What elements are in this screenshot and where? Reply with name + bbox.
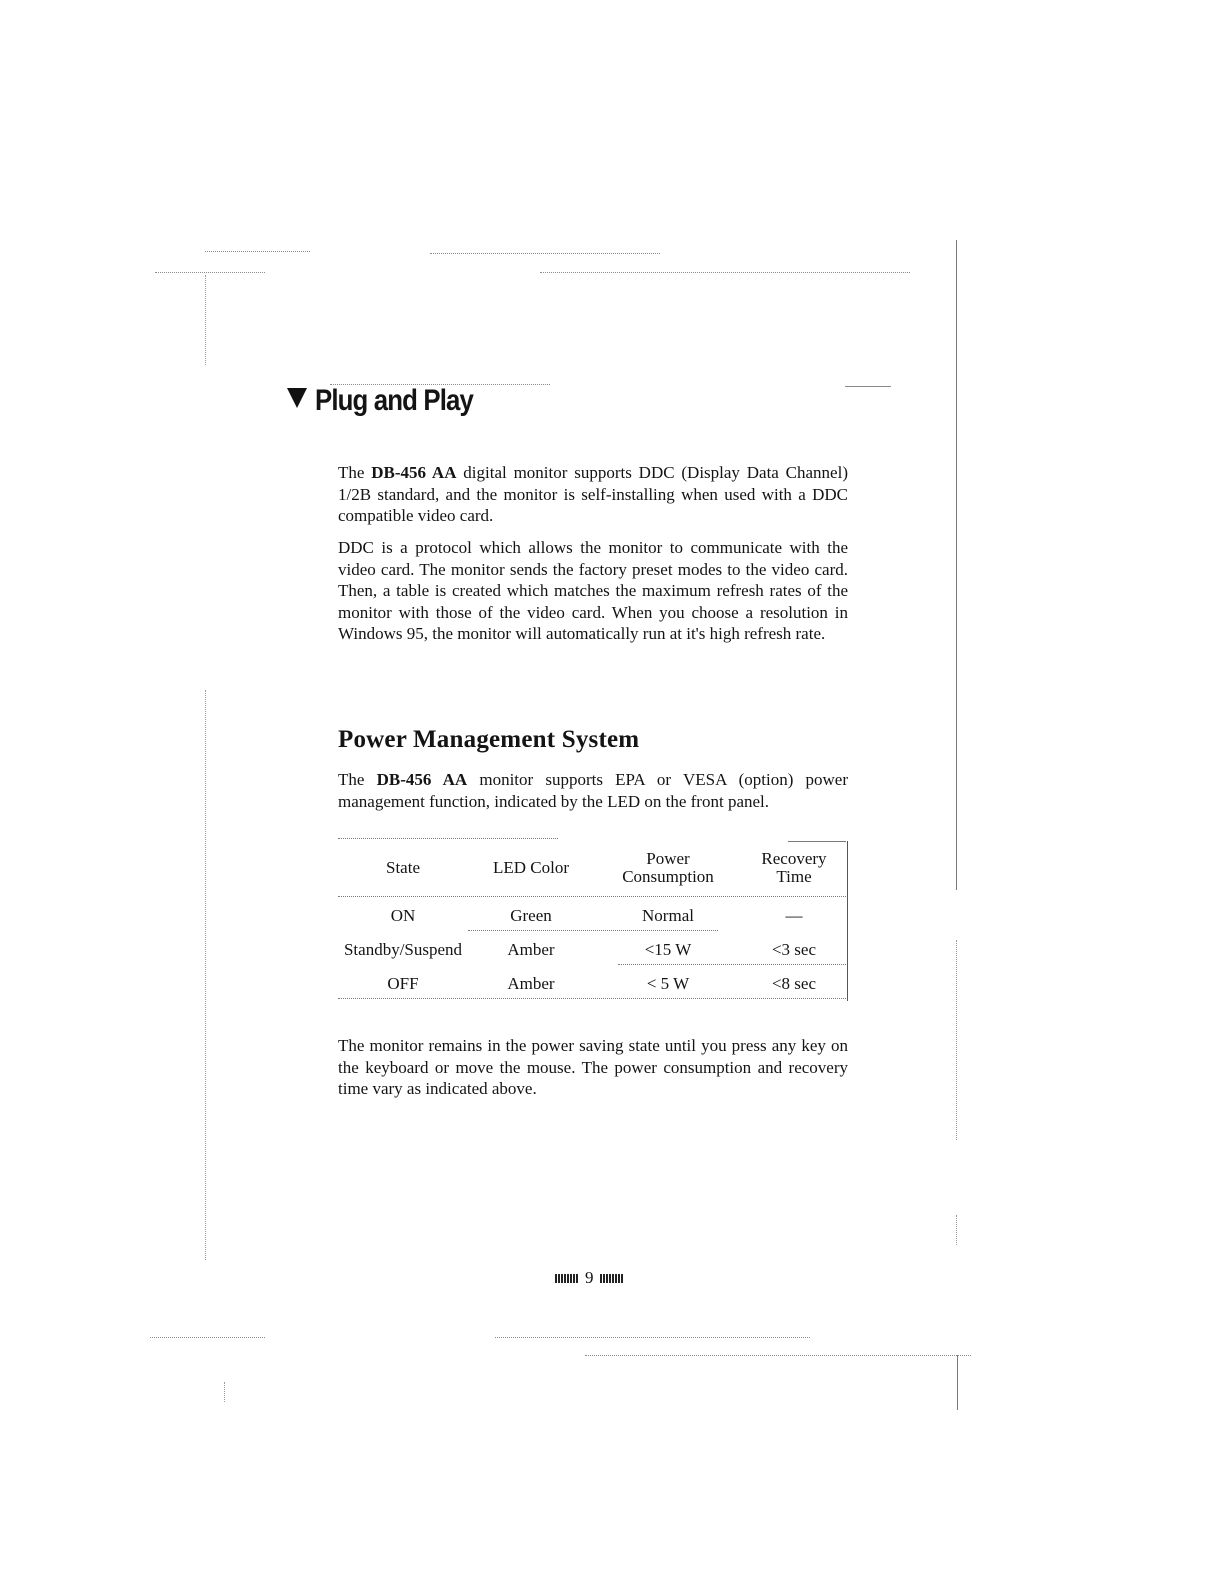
paragraph-text: digital monitor supports DDC (Display Data Channel) 1/2B standard, and the monitor is self-installing when used with a DDC compatible video card. xyxy=(338,463,848,525)
table-rule xyxy=(618,964,846,965)
scan-line xyxy=(495,1337,810,1338)
page-footer xyxy=(555,1268,624,1288)
scan-line xyxy=(430,253,660,254)
scan-line xyxy=(956,1215,957,1245)
page-marker-icon xyxy=(555,1274,579,1283)
scan-line xyxy=(956,240,957,890)
scan-line xyxy=(205,690,206,1260)
section-heading xyxy=(287,384,499,418)
table-row xyxy=(338,932,846,966)
scan-line xyxy=(205,275,206,365)
scan-line xyxy=(845,386,891,387)
scan-line xyxy=(956,940,957,1140)
table-rule xyxy=(338,896,846,897)
cell-power: <15 W xyxy=(644,939,692,959)
paragraph-text: The xyxy=(338,770,377,789)
header-recovery-line2: Time xyxy=(776,867,812,886)
ddc-paragraph xyxy=(338,537,848,645)
cell-power: Normal xyxy=(642,905,694,925)
header-state: State xyxy=(386,858,420,877)
section-title: Plug and Play xyxy=(315,384,473,417)
scan-line xyxy=(150,1337,265,1338)
cell-state: Standby/Suspend xyxy=(343,939,463,959)
paragraph-text: The xyxy=(338,463,372,482)
cell-recovery: — xyxy=(785,905,803,925)
table-rule xyxy=(338,998,846,999)
paragraph-text: DDC is a protocol which allows the monitor to communicate with the video card. The monitor sends the factory preset modes to the video card. Then, a table is created which matches the maximum refresh rates of the monitor with those of the video card. When you choose a resolution in Windows 95, the monitor will automatically run at it's high refresh rate. xyxy=(338,538,848,643)
table-header-row xyxy=(338,838,846,898)
scan-line xyxy=(585,1355,971,1356)
header-power-line2: Consumption xyxy=(622,867,714,886)
paragraph-text: monitor supports EPA or VESA (option) power management function, indicated by the LED on the front panel. xyxy=(338,770,849,811)
header-led-color: LED Color xyxy=(492,858,570,877)
header-power-line1: Power xyxy=(646,849,690,868)
header-power xyxy=(594,850,742,886)
cell-power: < 5 W xyxy=(646,973,690,993)
paragraph-text: The monitor remains in the power saving state until you press any key on the keyboard or move the mouse. The power consumption and recovery time vary as indicated above. xyxy=(338,1036,848,1098)
model-name: DB-456 AA xyxy=(376,770,468,789)
cell-led: Green xyxy=(510,905,552,925)
triangle-bullet-icon xyxy=(287,388,307,408)
cell-state: ON xyxy=(390,905,416,925)
scan-line xyxy=(540,272,910,273)
cell-recovery: <8 sec xyxy=(771,973,817,993)
table-right-edge xyxy=(847,841,848,1001)
intro-paragraph xyxy=(338,462,848,527)
page-marker-icon xyxy=(600,1274,624,1283)
subsection-title: Power Management System xyxy=(338,726,640,753)
cell-recovery: <3 sec xyxy=(771,939,817,959)
model-name: DB-456 AA xyxy=(371,463,457,482)
scan-line xyxy=(205,251,310,252)
cell-state: OFF xyxy=(387,973,419,993)
table-row xyxy=(338,898,846,932)
scan-line xyxy=(957,1355,958,1410)
cell-led: Amber xyxy=(507,973,555,993)
power-intro-paragraph xyxy=(338,769,848,812)
scan-line xyxy=(224,1382,225,1402)
header-recovery xyxy=(742,850,846,886)
power-management-table xyxy=(338,838,846,1000)
table-rule xyxy=(468,930,718,931)
closing-paragraph xyxy=(338,1035,848,1100)
table-row xyxy=(338,966,846,1000)
header-recovery-line1: Recovery xyxy=(761,849,827,868)
page-number: 9 xyxy=(585,1268,594,1287)
scan-line xyxy=(155,272,265,273)
cell-led: Amber xyxy=(507,939,555,959)
